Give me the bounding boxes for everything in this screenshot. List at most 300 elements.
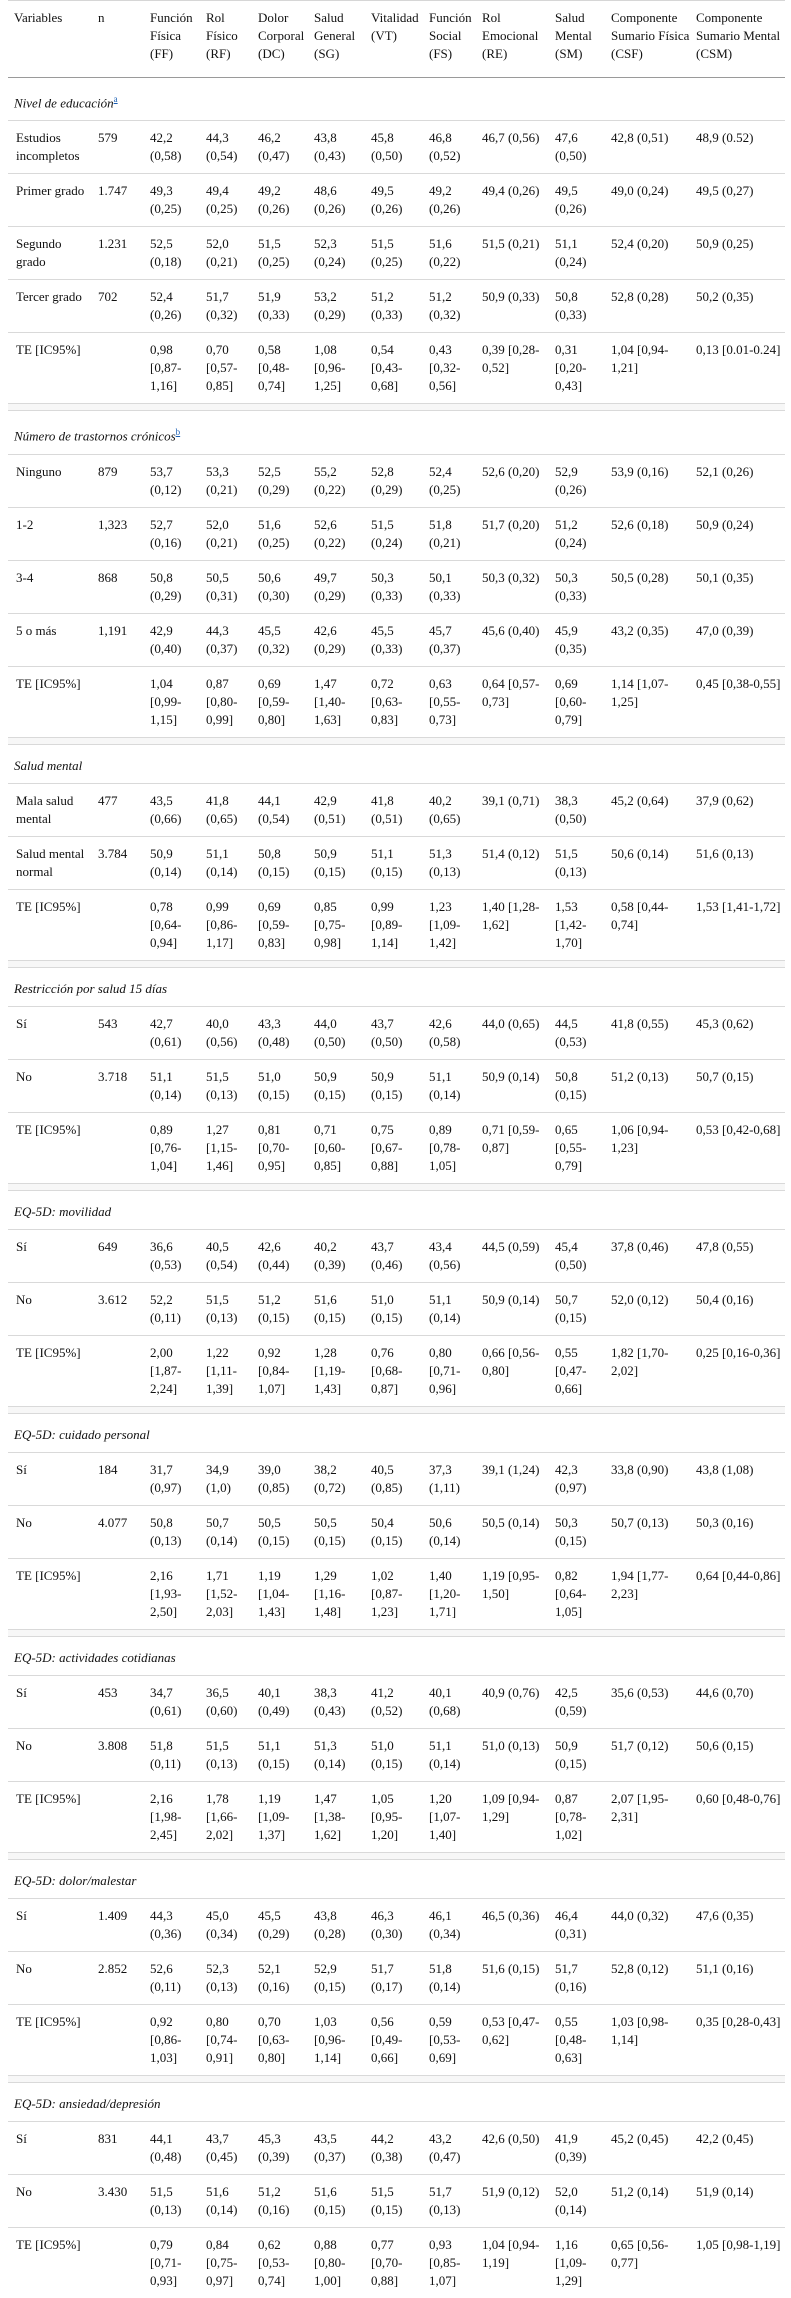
sample-size-cell: 1.231 — [96, 227, 148, 280]
score-cell: 34,9 (1,0) — [204, 1452, 256, 1505]
score-cell: 0,58 [0,48-0,74] — [256, 333, 312, 404]
score-cell: 49,4 (0,25) — [204, 174, 256, 227]
score-cell: 40,1 (0,68) — [427, 1675, 480, 1728]
score-cell: 51,7 (0,20) — [480, 507, 553, 560]
score-cell: 44,0 (0,50) — [312, 1006, 369, 1059]
score-cell: 50,5 (0,15) — [256, 1505, 312, 1558]
sample-size-cell: 868 — [96, 560, 148, 613]
score-cell: 45,5 (0,29) — [256, 1898, 312, 1951]
sample-size-cell: 3.430 — [96, 2174, 148, 2227]
section-header — [8, 78, 785, 121]
score-cell: 50,9 (0,14) — [480, 1059, 553, 1112]
table-row — [8, 507, 785, 560]
score-cell: 1,04 [0,94-1,21] — [609, 333, 694, 404]
score-cell: 35,6 (0,53) — [609, 1675, 694, 1728]
sample-size-cell: 649 — [96, 1229, 148, 1282]
score-cell: 1,47 [1,40-1,63] — [312, 666, 369, 737]
score-cell: 1,82 [1,70-2,02] — [609, 1335, 694, 1406]
score-cell: 0,69 [0,60-0,79] — [553, 666, 609, 737]
score-cell: 51,2 (0,33) — [369, 280, 427, 333]
score-cell: 0,66 [0,56-0,80] — [480, 1335, 553, 1406]
score-cell: 52,3 (0,24) — [312, 227, 369, 280]
score-cell: 0,55 [0,48-0,63] — [553, 2004, 609, 2075]
score-cell: 51,7 (0,12) — [609, 1728, 694, 1781]
section-title: EQ-5D: cuidado personal — [14, 1426, 150, 1442]
score-cell: 52,4 (0,25) — [427, 454, 480, 507]
section-header — [8, 1190, 785, 1229]
score-cell: 41,8 (0,65) — [204, 783, 256, 836]
sf36-table — [8, 0, 785, 2298]
row-label: No — [8, 1059, 96, 1112]
table-row — [8, 2121, 785, 2174]
score-cell: 0,31 [0,20-0,43] — [553, 333, 609, 404]
score-cell: 50,9 (0,25) — [694, 227, 785, 280]
score-cell: 0,99 [0,86-1,17] — [204, 889, 256, 960]
section-divider — [8, 1852, 785, 1859]
score-cell: 43,2 (0,35) — [609, 613, 694, 666]
score-cell: 51,0 (0,15) — [369, 1282, 427, 1335]
section-header — [8, 1413, 785, 1452]
score-cell: 0,89 [0,76-1,04] — [148, 1112, 204, 1183]
score-cell: 42,2 (0,45) — [694, 2121, 785, 2174]
sample-size-cell: 3.808 — [96, 1728, 148, 1781]
score-cell: 44,1 (0,48) — [148, 2121, 204, 2174]
score-cell: 43,7 (0,45) — [204, 2121, 256, 2174]
score-cell: 0,76 [0,68-0,87] — [369, 1335, 427, 1406]
score-cell: 2,16 [1,98-2,45] — [148, 1781, 204, 1852]
score-cell: 0,70 [0,63-0,80] — [256, 2004, 312, 2075]
score-cell: 1,28 [1,19-1,43] — [312, 1335, 369, 1406]
score-cell: 46,2 (0,47) — [256, 121, 312, 174]
score-cell: 38,3 (0,50) — [553, 783, 609, 836]
sample-size-cell: 184 — [96, 1452, 148, 1505]
sample-size-cell: 879 — [96, 454, 148, 507]
score-cell: 52,0 (0,12) — [609, 1282, 694, 1335]
score-cell: 51,1 (0,15) — [369, 836, 427, 889]
row-label: No — [8, 1282, 96, 1335]
column-header: Componente Sumario Mental (CSM) — [694, 1, 785, 78]
score-cell: 50,8 (0,13) — [148, 1505, 204, 1558]
column-header: Dolor Corporal (DC) — [256, 1, 312, 78]
score-cell: 49,2 (0,26) — [256, 174, 312, 227]
table-row — [8, 1505, 785, 1558]
score-cell: 46,1 (0,34) — [427, 1898, 480, 1951]
score-cell: 42,5 (0,59) — [553, 1675, 609, 1728]
section-divider — [8, 1183, 785, 1190]
score-cell: 52,1 (0,26) — [694, 454, 785, 507]
score-cell: 52,9 (0,26) — [553, 454, 609, 507]
section-title: Número de trastornos crónicos — [14, 428, 176, 444]
table-row — [8, 783, 785, 836]
score-cell: 40,2 (0,39) — [312, 1229, 369, 1282]
score-cell: 1,05 [0,95-1,20] — [369, 1781, 427, 1852]
score-cell: 0,25 [0,16-0,36] — [694, 1335, 785, 1406]
score-cell: 40,5 (0,85) — [369, 1452, 427, 1505]
section-header — [8, 2082, 785, 2121]
sample-size-cell — [96, 666, 148, 737]
score-cell: 39,1 (1,24) — [480, 1452, 553, 1505]
score-cell: 1,19 [1,09-1,37] — [256, 1781, 312, 1852]
score-cell: 44,0 (0,32) — [609, 1898, 694, 1951]
score-cell: 51,1 (0,14) — [427, 1059, 480, 1112]
score-cell: 51,5 (0,13) — [553, 836, 609, 889]
score-cell: 51,2 (0,15) — [256, 1282, 312, 1335]
row-label: Ninguno — [8, 454, 96, 507]
score-cell: 0,89 [0,78-1,05] — [427, 1112, 480, 1183]
score-cell: 42,6 (0,58) — [427, 1006, 480, 1059]
score-cell: 52,4 (0,20) — [609, 227, 694, 280]
score-cell: 45,8 (0,50) — [369, 121, 427, 174]
score-cell: 46,4 (0,31) — [553, 1898, 609, 1951]
score-cell: 44,5 (0,59) — [480, 1229, 553, 1282]
row-label: TE [IC95%] — [8, 2227, 96, 2298]
score-cell: 0,45 [0,38-0,55] — [694, 666, 785, 737]
score-cell: 45,0 (0,34) — [204, 1898, 256, 1951]
sample-size-cell — [96, 1112, 148, 1183]
score-cell: 51,2 (0,16) — [256, 2174, 312, 2227]
score-cell: 0,58 [0,44-0,74] — [609, 889, 694, 960]
table-row — [8, 280, 785, 333]
score-cell: 0,84 [0,75-0,97] — [204, 2227, 256, 2298]
score-cell: 2,07 [1,95-2,31] — [609, 1781, 694, 1852]
sample-size-cell: 3.784 — [96, 836, 148, 889]
score-cell: 50,6 (0,14) — [609, 836, 694, 889]
score-cell: 0,59 [0,53-0,69] — [427, 2004, 480, 2075]
score-cell: 44,6 (0,70) — [694, 1675, 785, 1728]
score-cell: 51,5 (0,21) — [480, 227, 553, 280]
score-cell: 0,80 [0,74-0,91] — [204, 2004, 256, 2075]
row-label: Sí — [8, 1452, 96, 1505]
score-cell: 0,63 [0,55-0,73] — [427, 666, 480, 737]
score-cell: 1,04 [0,99-1,15] — [148, 666, 204, 737]
section-divider — [8, 960, 785, 967]
table-row — [8, 2227, 785, 2298]
score-cell: 52,0 (0,21) — [204, 507, 256, 560]
score-cell: 43,5 (0,66) — [148, 783, 204, 836]
score-cell: 44,3 (0,37) — [204, 613, 256, 666]
score-cell: 52,2 (0,11) — [148, 1282, 204, 1335]
row-label: TE [IC95%] — [8, 1558, 96, 1629]
table-row — [8, 1006, 785, 1059]
score-cell: 1,19 [0,95-1,50] — [480, 1558, 553, 1629]
score-cell: 1,16 [1,09-1,29] — [553, 2227, 609, 2298]
score-cell: 43,7 (0,50) — [369, 1006, 427, 1059]
row-label: No — [8, 1728, 96, 1781]
score-cell: 0,65 [0,55-0,79] — [553, 1112, 609, 1183]
score-cell: 44,1 (0,54) — [256, 783, 312, 836]
section-header — [8, 1859, 785, 1898]
score-cell: 0,53 [0,47-0,62] — [480, 2004, 553, 2075]
score-cell: 53,9 (0,16) — [609, 454, 694, 507]
score-cell: 44,0 (0,65) — [480, 1006, 553, 1059]
score-cell: 40,5 (0,54) — [204, 1229, 256, 1282]
score-cell: 42,3 (0,97) — [553, 1452, 609, 1505]
table-row — [8, 1452, 785, 1505]
score-cell: 51,5 (0,13) — [204, 1059, 256, 1112]
table-row — [8, 2174, 785, 2227]
score-cell: 0,64 [0,57-0,73] — [480, 666, 553, 737]
score-cell: 50,9 (0,15) — [553, 1728, 609, 1781]
score-cell: 1,47 [1,38-1,62] — [312, 1781, 369, 1852]
score-cell: 51,1 (0,14) — [148, 1059, 204, 1112]
score-cell: 52,8 (0,29) — [369, 454, 427, 507]
score-cell: 0,78 [0,64-0,94] — [148, 889, 204, 960]
score-cell: 39,0 (0,85) — [256, 1452, 312, 1505]
score-cell: 50,3 (0,15) — [553, 1505, 609, 1558]
header-row — [8, 1, 785, 78]
score-cell: 52,9 (0,15) — [312, 1951, 369, 2004]
score-cell: 51,1 (0,14) — [427, 1728, 480, 1781]
score-cell: 45,5 (0,32) — [256, 613, 312, 666]
section-header — [8, 411, 785, 454]
score-cell: 51,8 (0,11) — [148, 1728, 204, 1781]
score-cell: 41,9 (0,39) — [553, 2121, 609, 2174]
row-label: No — [8, 1951, 96, 2004]
score-cell: 1,09 [0,94-1,29] — [480, 1781, 553, 1852]
row-label: Sí — [8, 2121, 96, 2174]
score-cell: 50,7 (0,15) — [694, 1059, 785, 1112]
sample-size-cell: 477 — [96, 783, 148, 836]
row-label: No — [8, 1505, 96, 1558]
table-row — [8, 1229, 785, 1282]
score-cell: 37,9 (0,62) — [694, 783, 785, 836]
table-row — [8, 1728, 785, 1781]
score-cell: 0,85 [0,75-0,98] — [312, 889, 369, 960]
score-cell: 53,2 (0,29) — [312, 280, 369, 333]
sample-size-cell: 2.852 — [96, 1951, 148, 2004]
section-divider — [8, 2075, 785, 2082]
score-cell: 50,6 (0,30) — [256, 560, 312, 613]
score-cell: 55,2 (0,22) — [312, 454, 369, 507]
row-label: TE [IC95%] — [8, 333, 96, 404]
score-cell: 36,5 (0,60) — [204, 1675, 256, 1728]
sample-size-cell — [96, 2004, 148, 2075]
column-header: Rol Emocional (RE) — [480, 1, 553, 78]
score-cell: 50,8 (0,15) — [256, 836, 312, 889]
score-cell: 45,2 (0,45) — [609, 2121, 694, 2174]
score-cell: 0,65 [0,56-0,77] — [609, 2227, 694, 2298]
score-cell: 1,04 [0,94-1,19] — [480, 2227, 553, 2298]
score-cell: 1,14 [1,07-1,25] — [609, 666, 694, 737]
score-cell: 47,8 (0,55) — [694, 1229, 785, 1282]
score-cell: 1,08 [0,96-1,25] — [312, 333, 369, 404]
table-row — [8, 889, 785, 960]
score-cell: 37,8 (0,46) — [609, 1229, 694, 1282]
score-cell: 37,3 (1,11) — [427, 1452, 480, 1505]
column-header: Salud Mental (SM) — [553, 1, 609, 78]
score-cell: 51,4 (0,12) — [480, 836, 553, 889]
score-cell: 42,9 (0,40) — [148, 613, 204, 666]
sample-size-cell — [96, 333, 148, 404]
sample-size-cell: 1.409 — [96, 1898, 148, 1951]
score-cell: 51,6 (0,15) — [480, 1951, 553, 2004]
row-label: Sí — [8, 1898, 96, 1951]
score-cell: 1,03 [0,98-1,14] — [609, 2004, 694, 2075]
score-cell: 36,6 (0,53) — [148, 1229, 204, 1282]
score-cell: 0,69 [0,59-0,80] — [256, 666, 312, 737]
score-cell: 0,62 [0,53-0,74] — [256, 2227, 312, 2298]
score-cell: 52,8 (0,12) — [609, 1951, 694, 2004]
score-cell: 1,40 [1,20-1,71] — [427, 1558, 480, 1629]
table-row — [8, 174, 785, 227]
score-cell: 46,5 (0,36) — [480, 1898, 553, 1951]
score-cell: 50,8 (0,29) — [148, 560, 204, 613]
row-label: Mala salud mental — [8, 783, 96, 836]
score-cell: 0,72 [0,63-0,83] — [369, 666, 427, 737]
row-label: Primer grado — [8, 174, 96, 227]
sample-size-cell: 3.612 — [96, 1282, 148, 1335]
score-cell: 0,81 [0,70-0,95] — [256, 1112, 312, 1183]
score-cell: 0,98 [0,87-1,16] — [148, 333, 204, 404]
score-cell: 52,6 (0,22) — [312, 507, 369, 560]
score-cell: 50,6 (0,14) — [427, 1505, 480, 1558]
score-cell: 0,79 [0,71-0,93] — [148, 2227, 204, 2298]
score-cell: 51,3 (0,13) — [427, 836, 480, 889]
score-cell: 0,87 [0,80-0,99] — [204, 666, 256, 737]
column-header: Variables — [8, 1, 96, 78]
score-cell: 40,9 (0,76) — [480, 1675, 553, 1728]
score-cell: 51,1 (0,14) — [427, 1282, 480, 1335]
score-cell: 40,2 (0,65) — [427, 783, 480, 836]
section-title: Restricción por salud 15 días — [14, 980, 168, 996]
score-cell: 0,77 [0,70-0,88] — [369, 2227, 427, 2298]
score-cell: 51,0 (0,15) — [256, 1059, 312, 1112]
score-cell: 0,80 [0,71-0,96] — [427, 1335, 480, 1406]
score-cell: 50,3 (0,33) — [369, 560, 427, 613]
section-divider — [8, 1406, 785, 1413]
score-cell: 38,3 (0,43) — [312, 1675, 369, 1728]
score-cell: 49,0 (0,24) — [609, 174, 694, 227]
table-row — [8, 1059, 785, 1112]
footnote-link[interactable]: a — [113, 94, 118, 104]
score-cell: 51,6 (0,22) — [427, 227, 480, 280]
score-cell: 1,53 [1,42-1,70] — [553, 889, 609, 960]
score-cell: 0,55 [0,47-0,66] — [553, 1335, 609, 1406]
score-cell: 51,8 (0,21) — [427, 507, 480, 560]
score-cell: 46,7 (0,56) — [480, 121, 553, 174]
score-cell: 51,7 (0,17) — [369, 1951, 427, 2004]
score-cell: 0,71 [0,59-0,87] — [480, 1112, 553, 1183]
score-cell: 1,06 [0,94-1,23] — [609, 1112, 694, 1183]
score-cell: 51,2 (0,32) — [427, 280, 480, 333]
column-header: n — [96, 1, 148, 78]
score-cell: 0,64 [0,44-0,86] — [694, 1558, 785, 1629]
score-cell: 50,7 (0,13) — [609, 1505, 694, 1558]
score-cell: 1,29 [1,16-1,48] — [312, 1558, 369, 1629]
score-cell: 43,3 (0,48) — [256, 1006, 312, 1059]
score-cell: 50,1 (0,33) — [427, 560, 480, 613]
score-cell: 51,5 (0,25) — [369, 227, 427, 280]
score-cell: 51,2 (0,24) — [553, 507, 609, 560]
score-cell: 43,2 (0,47) — [427, 2121, 480, 2174]
score-cell: 51,6 (0,14) — [204, 2174, 256, 2227]
sample-size-cell: 1.747 — [96, 174, 148, 227]
score-cell: 0,69 [0,59-0,83] — [256, 889, 312, 960]
table-row — [8, 1951, 785, 2004]
row-label: TE [IC95%] — [8, 1335, 96, 1406]
score-cell: 50,9 (0,33) — [480, 280, 553, 333]
score-cell: 52,1 (0,16) — [256, 1951, 312, 2004]
score-cell: 0,75 [0,67-0,88] — [369, 1112, 427, 1183]
score-cell: 50,3 (0,16) — [694, 1505, 785, 1558]
score-cell: 47,0 (0,39) — [694, 613, 785, 666]
score-cell: 50,5 (0,31) — [204, 560, 256, 613]
table-row — [8, 121, 785, 174]
score-cell: 52,6 (0,20) — [480, 454, 553, 507]
sample-size-cell: 3.718 — [96, 1059, 148, 1112]
score-cell: 0,92 [0,86-1,03] — [148, 2004, 204, 2075]
table-row — [8, 2004, 785, 2075]
score-cell: 52,6 (0,11) — [148, 1951, 204, 2004]
score-cell: 46,8 (0,52) — [427, 121, 480, 174]
row-label: 3-4 — [8, 560, 96, 613]
score-cell: 0,56 [0,49-0,66] — [369, 2004, 427, 2075]
score-cell: 50,5 (0,15) — [312, 1505, 369, 1558]
score-cell: 51,5 (0,15) — [369, 2174, 427, 2227]
score-cell: 51,5 (0,13) — [148, 2174, 204, 2227]
table-row — [8, 333, 785, 404]
row-label: 1-2 — [8, 507, 96, 560]
section-divider — [8, 404, 785, 411]
table-row — [8, 1898, 785, 1951]
score-cell: 0,82 [0,64-1,05] — [553, 1558, 609, 1629]
footnote-link[interactable]: b — [175, 427, 181, 438]
score-cell: 52,5 (0,18) — [148, 227, 204, 280]
section-title: EQ-5D: dolor/malestar — [14, 1872, 137, 1888]
score-cell: 50,9 (0,14) — [148, 836, 204, 889]
sample-size-cell: 579 — [96, 121, 148, 174]
score-cell: 0,43 [0,32-0,56] — [427, 333, 480, 404]
score-cell: 2,00 [1,87-2,24] — [148, 1335, 204, 1406]
score-cell: 43,8 (0,43) — [312, 121, 369, 174]
section-title: Nivel de educación — [14, 95, 114, 111]
score-cell: 1,78 [1,66-2,02] — [204, 1781, 256, 1852]
score-cell: 50,8 (0,33) — [553, 280, 609, 333]
score-cell: 47,6 (0,50) — [553, 121, 609, 174]
row-label: TE [IC95%] — [8, 889, 96, 960]
score-cell: 1,19 [1,04-1,43] — [256, 1558, 312, 1629]
score-cell: 48,6 (0,26) — [312, 174, 369, 227]
score-cell: 53,7 (0,12) — [148, 454, 204, 507]
sample-size-cell: 1,323 — [96, 507, 148, 560]
score-cell: 43,4 (0,56) — [427, 1229, 480, 1282]
score-cell: 42,8 (0,51) — [609, 121, 694, 174]
score-cell: 0,13 [0.01-0.24] — [694, 333, 785, 404]
score-cell: 44,3 (0,54) — [204, 121, 256, 174]
score-cell: 49,4 (0,26) — [480, 174, 553, 227]
score-cell: 45,4 (0,50) — [553, 1229, 609, 1282]
score-cell: 50,5 (0,28) — [609, 560, 694, 613]
score-cell: 45,3 (0,39) — [256, 2121, 312, 2174]
score-cell: 45,3 (0,62) — [694, 1006, 785, 1059]
sample-size-cell — [96, 1558, 148, 1629]
score-cell: 1,05 [0,98-1,19] — [694, 2227, 785, 2298]
score-cell: 0,88 [0,80-1,00] — [312, 2227, 369, 2298]
score-cell: 49,3 (0,25) — [148, 174, 204, 227]
score-cell: 42,9 (0,51) — [312, 783, 369, 836]
row-label: Segundo grado — [8, 227, 96, 280]
score-cell: 51,9 (0,12) — [480, 2174, 553, 2227]
score-cell: 45,5 (0,33) — [369, 613, 427, 666]
row-label: Sí — [8, 1006, 96, 1059]
section-title: EQ-5D: ansiedad/depresión — [14, 2095, 161, 2111]
score-cell: 51,6 (0,15) — [312, 2174, 369, 2227]
score-cell: 50,7 (0,14) — [204, 1505, 256, 1558]
score-cell: 51,7 (0,16) — [553, 1951, 609, 2004]
score-cell: 49,5 (0,27) — [694, 174, 785, 227]
score-cell: 0,39 [0,28-0,52] — [480, 333, 553, 404]
section-divider — [8, 737, 785, 744]
